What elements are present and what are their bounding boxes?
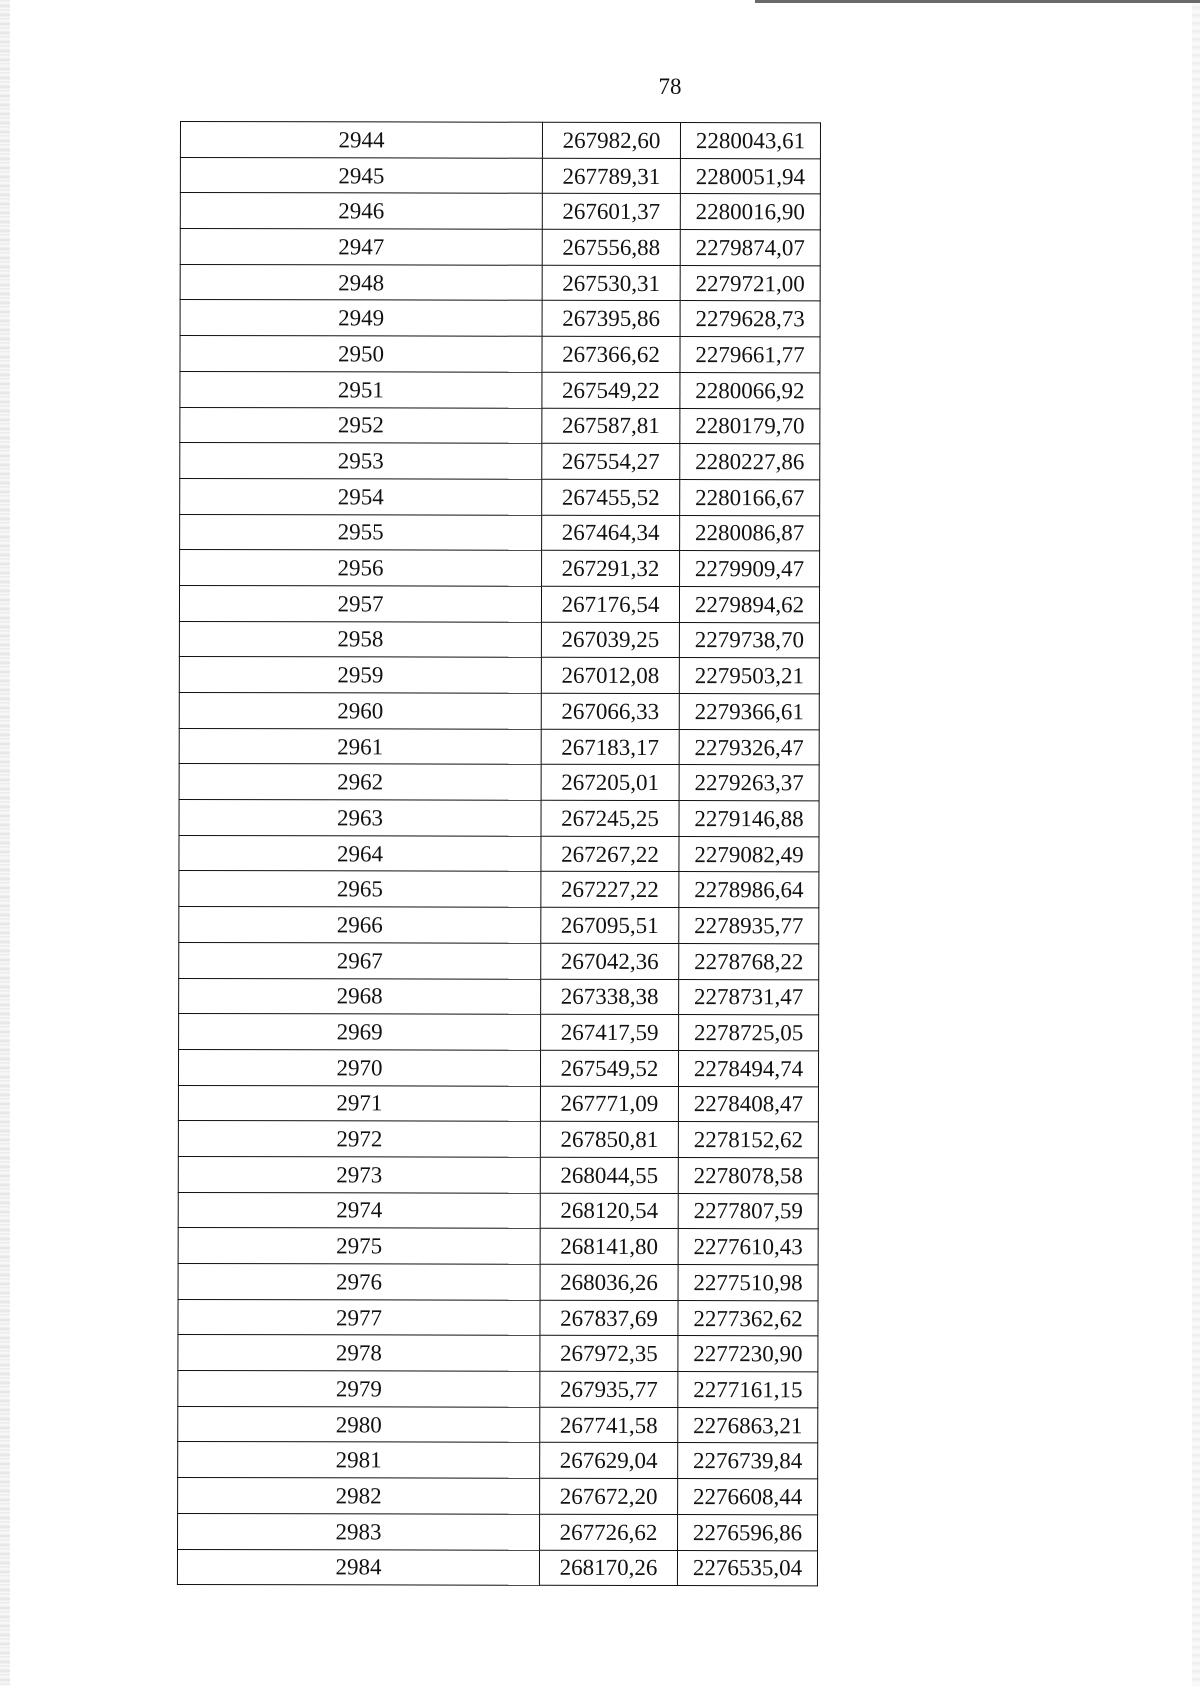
point-number-cell: 2968 [179, 978, 541, 1014]
y-coordinate-cell: 2279738,70 [679, 622, 819, 658]
y-coordinate-cell: 2279366,61 [679, 694, 819, 730]
table-row [179, 692, 819, 729]
point-number-cell: 2948 [180, 264, 542, 300]
x-coordinate-cell: 267741,58 [540, 1407, 678, 1443]
y-coordinate-cell: 2280066,92 [680, 372, 820, 408]
point-number-cell: 2966 [179, 907, 541, 943]
x-coordinate-cell: 267464,34 [542, 515, 680, 551]
x-coordinate-cell: 267530,31 [542, 265, 680, 301]
x-coordinate-cell: 267176,54 [541, 586, 679, 622]
table-row [180, 371, 820, 408]
point-number-cell: 2967 [179, 942, 541, 978]
y-coordinate-cell: 2280043,61 [680, 123, 820, 159]
table-row [180, 229, 820, 266]
y-coordinate-cell: 2279503,21 [679, 658, 819, 694]
point-number-cell: 2954 [180, 478, 542, 514]
y-coordinate-cell: 2279909,47 [680, 551, 820, 587]
y-coordinate-cell: 2278768,22 [679, 943, 819, 979]
x-coordinate-cell: 267183,17 [541, 729, 679, 765]
table-row [180, 264, 820, 301]
table-row [179, 942, 819, 979]
point-number-cell: 2979 [178, 1371, 540, 1407]
table-row [179, 585, 819, 622]
table-row [179, 907, 819, 944]
point-number-cell: 2963 [179, 800, 541, 836]
y-coordinate-cell: 2280166,67 [680, 479, 820, 515]
y-coordinate-cell: 2280016,90 [680, 194, 820, 230]
x-coordinate-cell: 267042,36 [541, 943, 679, 979]
y-coordinate-cell: 2279263,37 [679, 765, 819, 801]
x-coordinate-cell: 267245,25 [541, 800, 679, 836]
table-row [178, 1442, 818, 1479]
y-coordinate-cell: 2276535,04 [677, 1550, 817, 1586]
table-row [178, 1085, 818, 1122]
table-row [178, 1156, 818, 1193]
y-coordinate-cell: 2279721,00 [680, 265, 820, 301]
point-number-cell: 2980 [178, 1406, 540, 1442]
table-row [177, 1549, 817, 1586]
x-coordinate-cell: 267095,51 [541, 907, 679, 943]
table-row [179, 871, 819, 908]
y-coordinate-cell: 2277230,90 [678, 1336, 818, 1372]
page-number: 78 [658, 74, 682, 99]
x-coordinate-cell: 267267,22 [541, 836, 679, 872]
table-row [179, 835, 819, 872]
x-coordinate-cell: 267366,62 [542, 336, 680, 372]
x-coordinate-cell: 268141,80 [540, 1229, 678, 1265]
point-number-cell: 2950 [180, 336, 542, 372]
table-row [178, 1335, 818, 1372]
point-number-cell: 2944 [180, 122, 542, 158]
point-number-cell: 2962 [179, 764, 541, 800]
point-number-cell: 2961 [179, 728, 541, 764]
table-row [180, 300, 820, 337]
point-number-cell: 2975 [178, 1228, 540, 1264]
y-coordinate-cell: 2279661,77 [680, 337, 820, 373]
point-number-cell: 2958 [179, 621, 541, 657]
table-row [180, 122, 820, 159]
table-row [178, 1371, 818, 1408]
y-coordinate-cell: 2277807,59 [678, 1193, 818, 1229]
x-coordinate-cell: 267837,69 [540, 1300, 678, 1336]
point-number-cell: 2973 [178, 1156, 540, 1192]
table-row [178, 1478, 818, 1515]
table-row [178, 1049, 818, 1086]
y-coordinate-cell: 2278494,74 [678, 1050, 818, 1086]
x-coordinate-cell: 268170,26 [539, 1550, 677, 1586]
table-row [180, 478, 820, 515]
table-row [178, 1121, 818, 1158]
table-row [179, 764, 819, 801]
y-coordinate-cell: 2278986,64 [679, 872, 819, 908]
point-number-cell: 2978 [178, 1335, 540, 1371]
table-row [180, 193, 820, 230]
point-number-cell: 2964 [179, 835, 541, 871]
x-coordinate-cell: 267982,60 [542, 122, 680, 158]
y-coordinate-cell: 2279628,73 [680, 301, 820, 337]
y-coordinate-cell: 2279326,47 [679, 729, 819, 765]
x-coordinate-cell: 268120,54 [540, 1193, 678, 1229]
point-number-cell: 2977 [178, 1299, 540, 1335]
y-coordinate-cell: 2279894,62 [679, 586, 819, 622]
x-coordinate-cell: 267012,08 [541, 658, 679, 694]
table-row [180, 157, 820, 194]
point-number-cell: 2951 [180, 371, 542, 407]
y-coordinate-cell: 2279874,07 [680, 230, 820, 266]
table-row [179, 800, 819, 837]
table-row [179, 1014, 819, 1051]
y-coordinate-cell: 2276739,84 [678, 1443, 818, 1479]
y-coordinate-cell: 2276608,44 [678, 1479, 818, 1515]
table-row [180, 407, 820, 444]
x-coordinate-cell: 267291,32 [542, 551, 680, 587]
table-row [178, 1299, 818, 1336]
x-coordinate-cell: 267549,52 [540, 1050, 678, 1086]
x-coordinate-cell: 267850,81 [540, 1122, 678, 1158]
point-number-cell: 2974 [178, 1192, 540, 1228]
x-coordinate-cell: 267205,01 [541, 765, 679, 801]
point-number-cell: 2981 [178, 1442, 540, 1478]
x-coordinate-cell: 267771,09 [540, 1086, 678, 1122]
y-coordinate-cell: 2280086,87 [680, 515, 820, 551]
y-coordinate-cell: 2277510,98 [678, 1265, 818, 1301]
x-coordinate-cell: 267972,35 [540, 1336, 678, 1372]
y-coordinate-cell: 2279082,49 [679, 836, 819, 872]
x-coordinate-cell: 267672,20 [540, 1478, 678, 1514]
point-number-cell: 2945 [180, 157, 542, 193]
scan-edge-right [1192, 0, 1200, 1686]
x-coordinate-cell: 267789,31 [542, 158, 680, 194]
point-number-cell: 2946 [180, 193, 542, 229]
table-row [178, 1228, 818, 1265]
x-coordinate-cell: 268044,55 [540, 1157, 678, 1193]
x-coordinate-cell: 267629,04 [540, 1443, 678, 1479]
x-coordinate-cell: 267417,59 [541, 1014, 679, 1050]
table-row [178, 1513, 818, 1550]
y-coordinate-cell: 2276863,21 [678, 1407, 818, 1443]
point-number-cell: 2965 [179, 871, 541, 907]
x-coordinate-cell: 267227,22 [541, 872, 679, 908]
y-coordinate-cell: 2279146,88 [679, 801, 819, 837]
point-number-cell: 2976 [178, 1263, 540, 1299]
table-row [178, 1406, 818, 1443]
x-coordinate-cell: 267338,38 [541, 979, 679, 1015]
point-number-cell: 2949 [180, 300, 542, 336]
y-coordinate-cell: 2280179,70 [680, 408, 820, 444]
table-row [179, 978, 819, 1015]
point-number-cell: 2983 [178, 1513, 540, 1549]
table-row [179, 621, 819, 658]
coordinates-table-body [177, 122, 820, 1587]
y-coordinate-cell: 2280051,94 [680, 158, 820, 194]
x-coordinate-cell: 267554,27 [542, 443, 680, 479]
table-row [179, 728, 819, 765]
table-row [180, 550, 820, 587]
table-row [178, 1263, 818, 1300]
x-coordinate-cell: 267726,62 [540, 1514, 678, 1550]
scan-edge-left [0, 0, 10, 1686]
point-number-cell: 2952 [180, 407, 542, 443]
table-row [180, 443, 820, 480]
x-coordinate-cell: 267455,52 [542, 479, 680, 515]
table-row [180, 514, 820, 551]
y-coordinate-cell: 2278408,47 [678, 1086, 818, 1122]
point-number-cell: 2969 [179, 1014, 541, 1050]
y-coordinate-cell: 2280227,86 [680, 444, 820, 480]
point-number-cell: 2960 [179, 692, 541, 728]
y-coordinate-cell: 2278725,05 [679, 1015, 819, 1051]
x-coordinate-cell: 267549,22 [542, 372, 680, 408]
y-coordinate-cell: 2278152,62 [678, 1122, 818, 1158]
point-number-cell: 2947 [180, 229, 542, 265]
x-coordinate-cell: 267039,25 [541, 622, 679, 658]
point-number-cell: 2982 [178, 1478, 540, 1514]
point-number-cell: 2972 [178, 1121, 540, 1157]
point-number-cell: 2971 [178, 1085, 540, 1121]
y-coordinate-cell: 2278731,47 [679, 979, 819, 1015]
x-coordinate-cell: 267935,77 [540, 1371, 678, 1407]
point-number-cell: 2955 [180, 514, 542, 550]
y-coordinate-cell: 2277161,15 [678, 1372, 818, 1408]
x-coordinate-cell: 268036,26 [540, 1264, 678, 1300]
y-coordinate-cell: 2276596,86 [678, 1514, 818, 1550]
coordinates-table [177, 121, 821, 1587]
point-number-cell: 2970 [178, 1049, 540, 1085]
y-coordinate-cell: 2278935,77 [679, 908, 819, 944]
scan-edge-top [755, 0, 1200, 3]
point-number-cell: 2957 [179, 585, 541, 621]
x-coordinate-cell: 267601,37 [542, 194, 680, 230]
y-coordinate-cell: 2278078,58 [678, 1157, 818, 1193]
point-number-cell: 2984 [177, 1549, 539, 1585]
x-coordinate-cell: 267587,81 [542, 408, 680, 444]
x-coordinate-cell: 267066,33 [541, 693, 679, 729]
point-number-cell: 2953 [180, 443, 542, 479]
table-row [180, 336, 820, 373]
y-coordinate-cell: 2277610,43 [678, 1229, 818, 1265]
table-row [179, 657, 819, 694]
table-row [178, 1192, 818, 1229]
point-number-cell: 2959 [179, 657, 541, 693]
y-coordinate-cell: 2277362,62 [678, 1300, 818, 1336]
x-coordinate-cell: 267556,88 [542, 229, 680, 265]
point-number-cell: 2956 [180, 550, 542, 586]
x-coordinate-cell: 267395,86 [542, 301, 680, 337]
